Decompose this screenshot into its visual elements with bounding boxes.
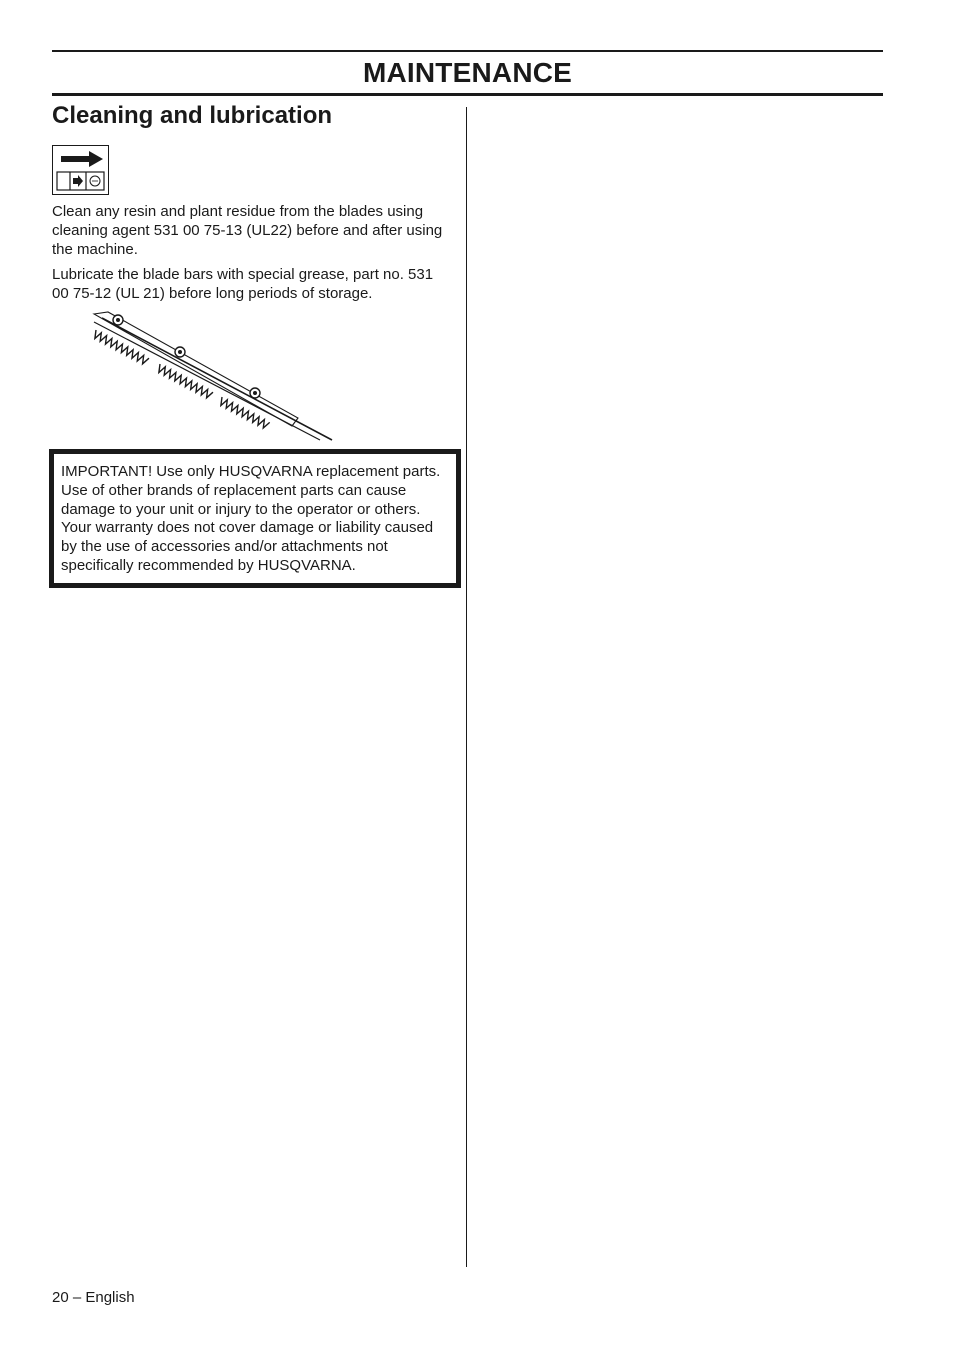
arrow-into-maintenance-icon	[53, 146, 108, 194]
hedge-trimmer-blade-icon	[80, 306, 340, 446]
section-title: MAINTENANCE	[362, 57, 573, 88]
page-heading: Cleaning and lubrication	[52, 102, 333, 129]
header-rule-top	[52, 50, 883, 52]
important-notice-box	[49, 449, 461, 588]
cleaning-paragraph: Clean any resin and plant residue from the blades using cleaning agent 531 00 75-13 (UL22) before and after using the machine.	[52, 203, 443, 258]
page-footer: 20 – English	[52, 1289, 135, 1306]
column-divider	[466, 107, 467, 1267]
maintenance-symbol-icon	[52, 145, 109, 195]
lubrication-paragraph: Lubricate the blade bars with special grease, part no. 531 00 75-12 (UL 21) before long periods of storage.	[52, 266, 434, 302]
important-notice-text: IMPORTANT! Use only HUSQVARNA replacement parts. Use of other brands of replacement parts can cause damage to your unit or injury to the operator or others. Your warranty does not cover damage or liability caused by the use of accessories and/or attachments not specifically recommended by HUSQVARNA.	[61, 463, 441, 574]
header-rule-bottom	[52, 93, 883, 96]
